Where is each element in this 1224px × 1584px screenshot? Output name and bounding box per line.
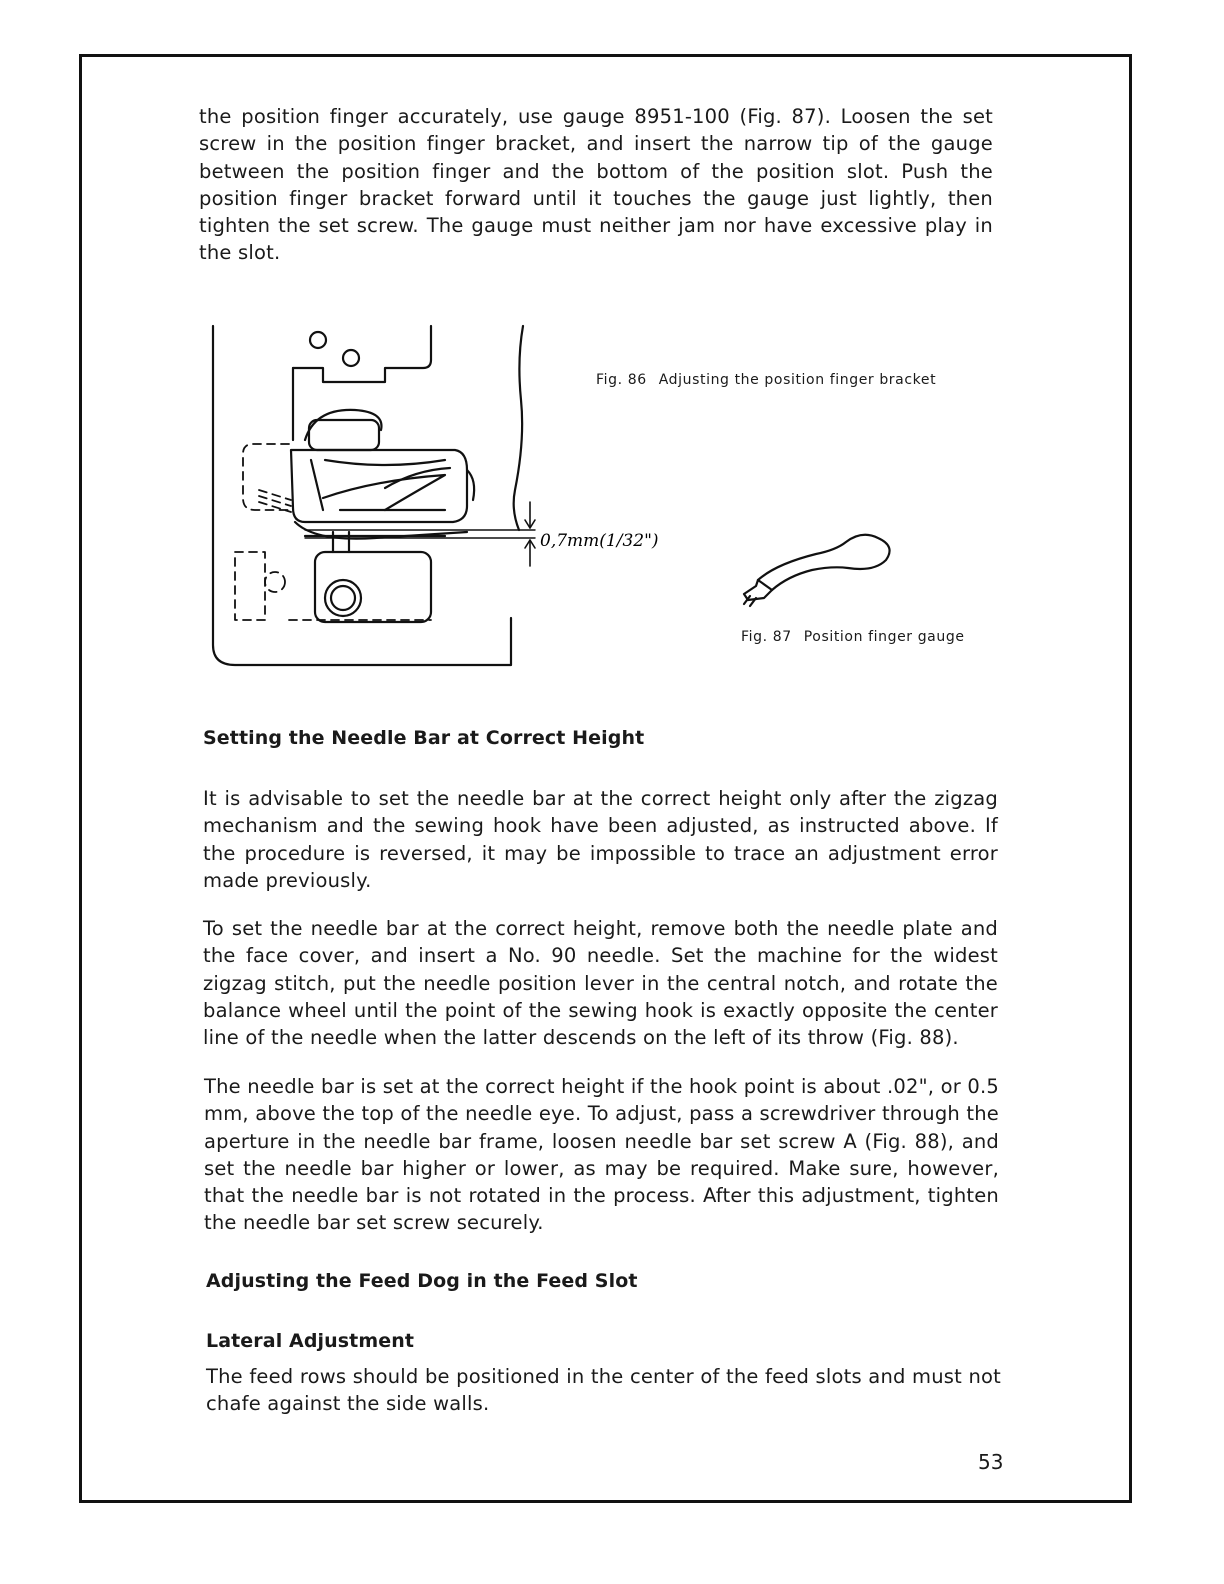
fig87-number: Fig. 87 <box>741 629 792 645</box>
fig87-caption-text: Position finger gauge <box>803 629 965 645</box>
section-heading-feed-dog: Adjusting the Feed Dog in the Feed Slot <box>206 1270 638 1292</box>
fig86-caption-text: Adjusting the position finger bracket <box>658 372 937 388</box>
fig87-caption <box>741 629 965 645</box>
section-heading-needle-bar: Setting the Needle Bar at Correct Height <box>203 727 645 749</box>
fig86-caption <box>596 372 936 388</box>
fig87-gauge-illustration <box>736 520 906 615</box>
needle-bar-paragraph-1: It is advisable to set the needle bar at the correct height only after the zigzag mechanism and the sewing hook have been adjusted, as instructed above. If the procedure is reversed, it may be impossible to trace an adjustment error made previously. <box>203 787 998 892</box>
subheading-lateral-adjustment: Lateral Adjustment <box>206 1330 415 1352</box>
needle-bar-paragraph-3: The needle bar is set at the correct height if the hook point is about .02", or 0.5 mm, above the top of the needle eye. To adjust, pass a screwdriver through the aperture in the needle bar frame, loosen needle bar set screw A (Fig. 88), and set the needle bar higher or lower, as may be required. Make sure, however, that the needle bar is not rotated in the process. After this adjustment, tighten the needle bar set screw securely. <box>204 1075 999 1235</box>
lateral-adjustment-paragraph: The feed rows should be positioned in the center of the feed slots and must not chafe against the side walls. <box>206 1365 1001 1416</box>
fig86-dimension-label: 0,7mm(1/32") <box>540 531 659 551</box>
fig86-number: Fig. 86 <box>596 372 647 388</box>
needle-bar-paragraph-2: To set the needle bar at the correct height, remove both the needle plate and the face cover, and insert a No. 90 needle. Set the machine for the widest zigzag stitch, put the needle position lever in the central notch, and rotate the balance wheel until the point of the sewing hook is exactly opposite the center line of the needle when the latter descends on the left of its throw (Fig. 88). <box>203 917 998 1050</box>
page-number: 53 <box>978 1450 1004 1474</box>
intro-paragraph: the position finger accurately, use gauge 8951-100 (Fig. 87). Loosen the set screw in the position finger bracket, and insert the narrow tip of the gauge between the position finger and the bottom of the position slot. Push the position finger bracket forward until it touches the gauge just lightly, then tighten the set screw. The gauge must neither jam nor have excessive play in the slot. <box>199 105 993 265</box>
